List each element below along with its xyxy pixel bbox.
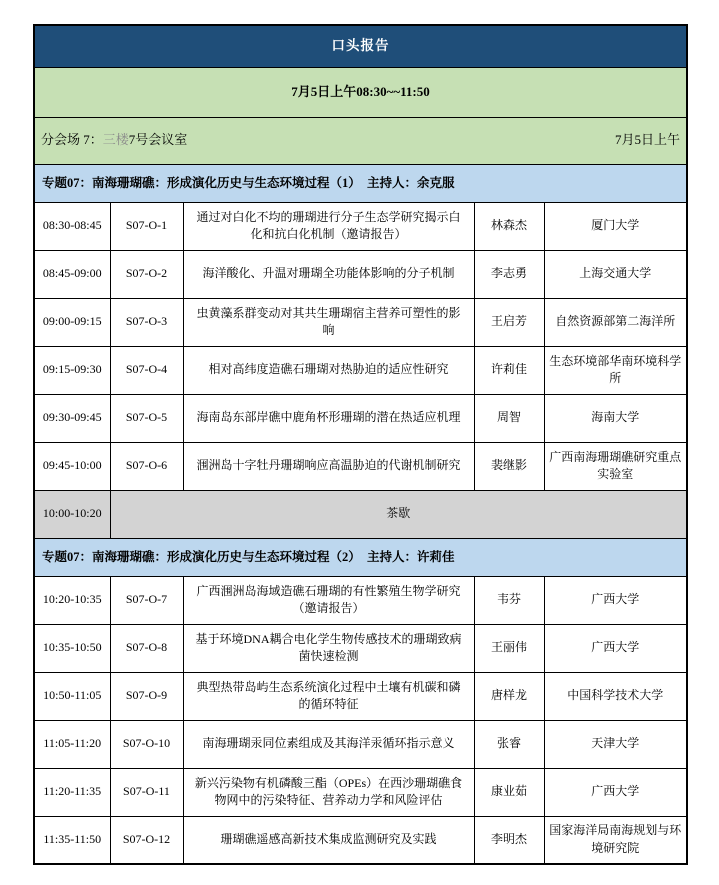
session-row — [34, 816, 687, 864]
speaker-cell: 韦芬 — [474, 576, 544, 624]
time-cell: 10:20-10:35 — [34, 576, 110, 624]
affiliation-cell: 生态环境部华南环境科学所 — [544, 346, 687, 394]
time-cell: 09:15-09:30 — [34, 346, 110, 394]
code-cell: S07-O-11 — [110, 768, 183, 816]
title-cell: 涠洲岛十字牡丹珊瑚响应高温胁迫的代谢机制研究 — [183, 442, 474, 490]
page-title: 口头报告 — [34, 25, 687, 67]
code-cell: S07-O-4 — [110, 346, 183, 394]
speaker-cell: 王丽伟 — [474, 624, 544, 672]
title-cell: 虫黄藻系群变动对其共生珊瑚宿主营养可塑性的影响 — [183, 298, 474, 346]
session-row — [34, 624, 687, 672]
section-header-row — [34, 538, 687, 576]
session-row — [34, 576, 687, 624]
session-row — [34, 768, 687, 816]
title-cell: 相对高纬度造礁石珊瑚对热胁迫的适应性研究 — [183, 346, 474, 394]
code-cell: S07-O-9 — [110, 672, 183, 720]
venue-left — [41, 131, 187, 150]
venue-cell — [34, 117, 687, 164]
venue-label: 分会场 7： — [41, 132, 103, 148]
venue-row — [34, 117, 687, 164]
title-cell: 通过对白化不均的珊瑚进行分子生态学研究揭示白化和抗白化机制（邀请报告） — [183, 202, 474, 250]
time-cell: 10:35-10:50 — [34, 624, 110, 672]
session-row — [34, 298, 687, 346]
speaker-cell: 林森杰 — [474, 202, 544, 250]
code-cell: S07-O-2 — [110, 250, 183, 298]
affiliation-cell: 广西大学 — [544, 624, 687, 672]
code-cell: S07-O-6 — [110, 442, 183, 490]
title-cell: 基于环境DNA耦合电化学生物传感技术的珊瑚致病菌快速检测 — [183, 624, 474, 672]
session-row — [34, 720, 687, 768]
code-cell: S07-O-1 — [110, 202, 183, 250]
time-cell: 11:35-11:50 — [34, 816, 110, 864]
speaker-cell: 康业茹 — [474, 768, 544, 816]
affiliation-cell: 自然资源部第二海洋所 — [544, 298, 687, 346]
section-header-row — [34, 164, 687, 202]
code-cell: S07-O-3 — [110, 298, 183, 346]
speaker-cell: 周智 — [474, 394, 544, 442]
speaker-cell: 李志勇 — [474, 250, 544, 298]
speaker-cell: 许莉佳 — [474, 346, 544, 394]
section-1-header: 专题07：南海珊瑚礁：形成演化历史与生态环境过程（1） 主持人：余克服 — [34, 164, 687, 202]
affiliation-cell: 广西大学 — [544, 768, 687, 816]
break-label-cell: 茶歇 — [110, 490, 687, 538]
session-row — [34, 394, 687, 442]
session-row — [34, 250, 687, 298]
time-cell: 09:00-09:15 — [34, 298, 110, 346]
title-cell: 典型热带岛屿生态系统演化过程中土壤有机碳和磷的循环特征 — [183, 672, 474, 720]
affiliation-cell: 天津大学 — [544, 720, 687, 768]
code-cell: S07-O-5 — [110, 394, 183, 442]
session-row — [34, 672, 687, 720]
code-cell: S07-O-8 — [110, 624, 183, 672]
title-cell: 新兴污染物有机磷酸三酯（OPEs）在西沙珊瑚礁食物网中的污染特征、营养动力学和风险评估 — [183, 768, 474, 816]
section-2-header: 专题07：南海珊瑚礁：形成演化历史与生态环境过程（2） 主持人：许莉佳 — [34, 538, 687, 576]
affiliation-cell: 广西南海珊瑚礁研究重点实验室 — [544, 442, 687, 490]
speaker-cell: 王启芳 — [474, 298, 544, 346]
session-time-row — [34, 67, 687, 117]
time-cell: 11:05-11:20 — [34, 720, 110, 768]
affiliation-cell: 广西大学 — [544, 576, 687, 624]
speaker-cell: 张睿 — [474, 720, 544, 768]
venue-floor: 三楼 — [102, 132, 129, 148]
affiliation-cell: 国家海洋局南海规划与环境研究院 — [544, 816, 687, 864]
session-row — [34, 346, 687, 394]
time-cell: 08:45-09:00 — [34, 250, 110, 298]
title-cell: 珊瑚礁遥感高新技术集成监测研究及实践 — [183, 816, 474, 864]
tea-break-row — [34, 490, 687, 538]
title-cell: 南海珊瑚汞同位素组成及其海洋汞循环指示意义 — [183, 720, 474, 768]
session-row — [34, 202, 687, 250]
speaker-cell: 唐样龙 — [474, 672, 544, 720]
venue-date: 7月5日上午 — [615, 132, 681, 148]
time-cell: 08:30-08:45 — [34, 202, 110, 250]
affiliation-cell: 中国科学技术大学 — [544, 672, 687, 720]
time-cell: 10:50-11:05 — [34, 672, 110, 720]
break-time-cell: 10:00-10:20 — [34, 490, 110, 538]
code-cell: S07-O-12 — [110, 816, 183, 864]
affiliation-cell: 厦门大学 — [544, 202, 687, 250]
speaker-cell: 李明杰 — [474, 816, 544, 864]
venue-room: 7号会议室 — [128, 132, 188, 148]
table-title-row — [34, 25, 687, 67]
time-cell: 09:30-09:45 — [34, 394, 110, 442]
title-cell: 海洋酸化、升温对珊瑚全功能体影响的分子机制 — [183, 250, 474, 298]
time-cell: 11:20-11:35 — [34, 768, 110, 816]
session-row — [34, 442, 687, 490]
affiliation-cell: 海南大学 — [544, 394, 687, 442]
oral-program-table — [33, 24, 688, 865]
code-cell: S07-O-10 — [110, 720, 183, 768]
affiliation-cell: 上海交通大学 — [544, 250, 687, 298]
title-cell: 广西涠洲岛海域造礁石珊瑚的有性繁殖生物学研究（邀请报告） — [183, 576, 474, 624]
title-cell: 海南岛东部岸礁中鹿角杯形珊瑚的潜在热适应机理 — [183, 394, 474, 442]
speaker-cell: 裴继影 — [474, 442, 544, 490]
code-cell: S07-O-7 — [110, 576, 183, 624]
session-time: 7月5日上午08:30~~11:50 — [34, 67, 687, 117]
time-cell: 09:45-10:00 — [34, 442, 110, 490]
